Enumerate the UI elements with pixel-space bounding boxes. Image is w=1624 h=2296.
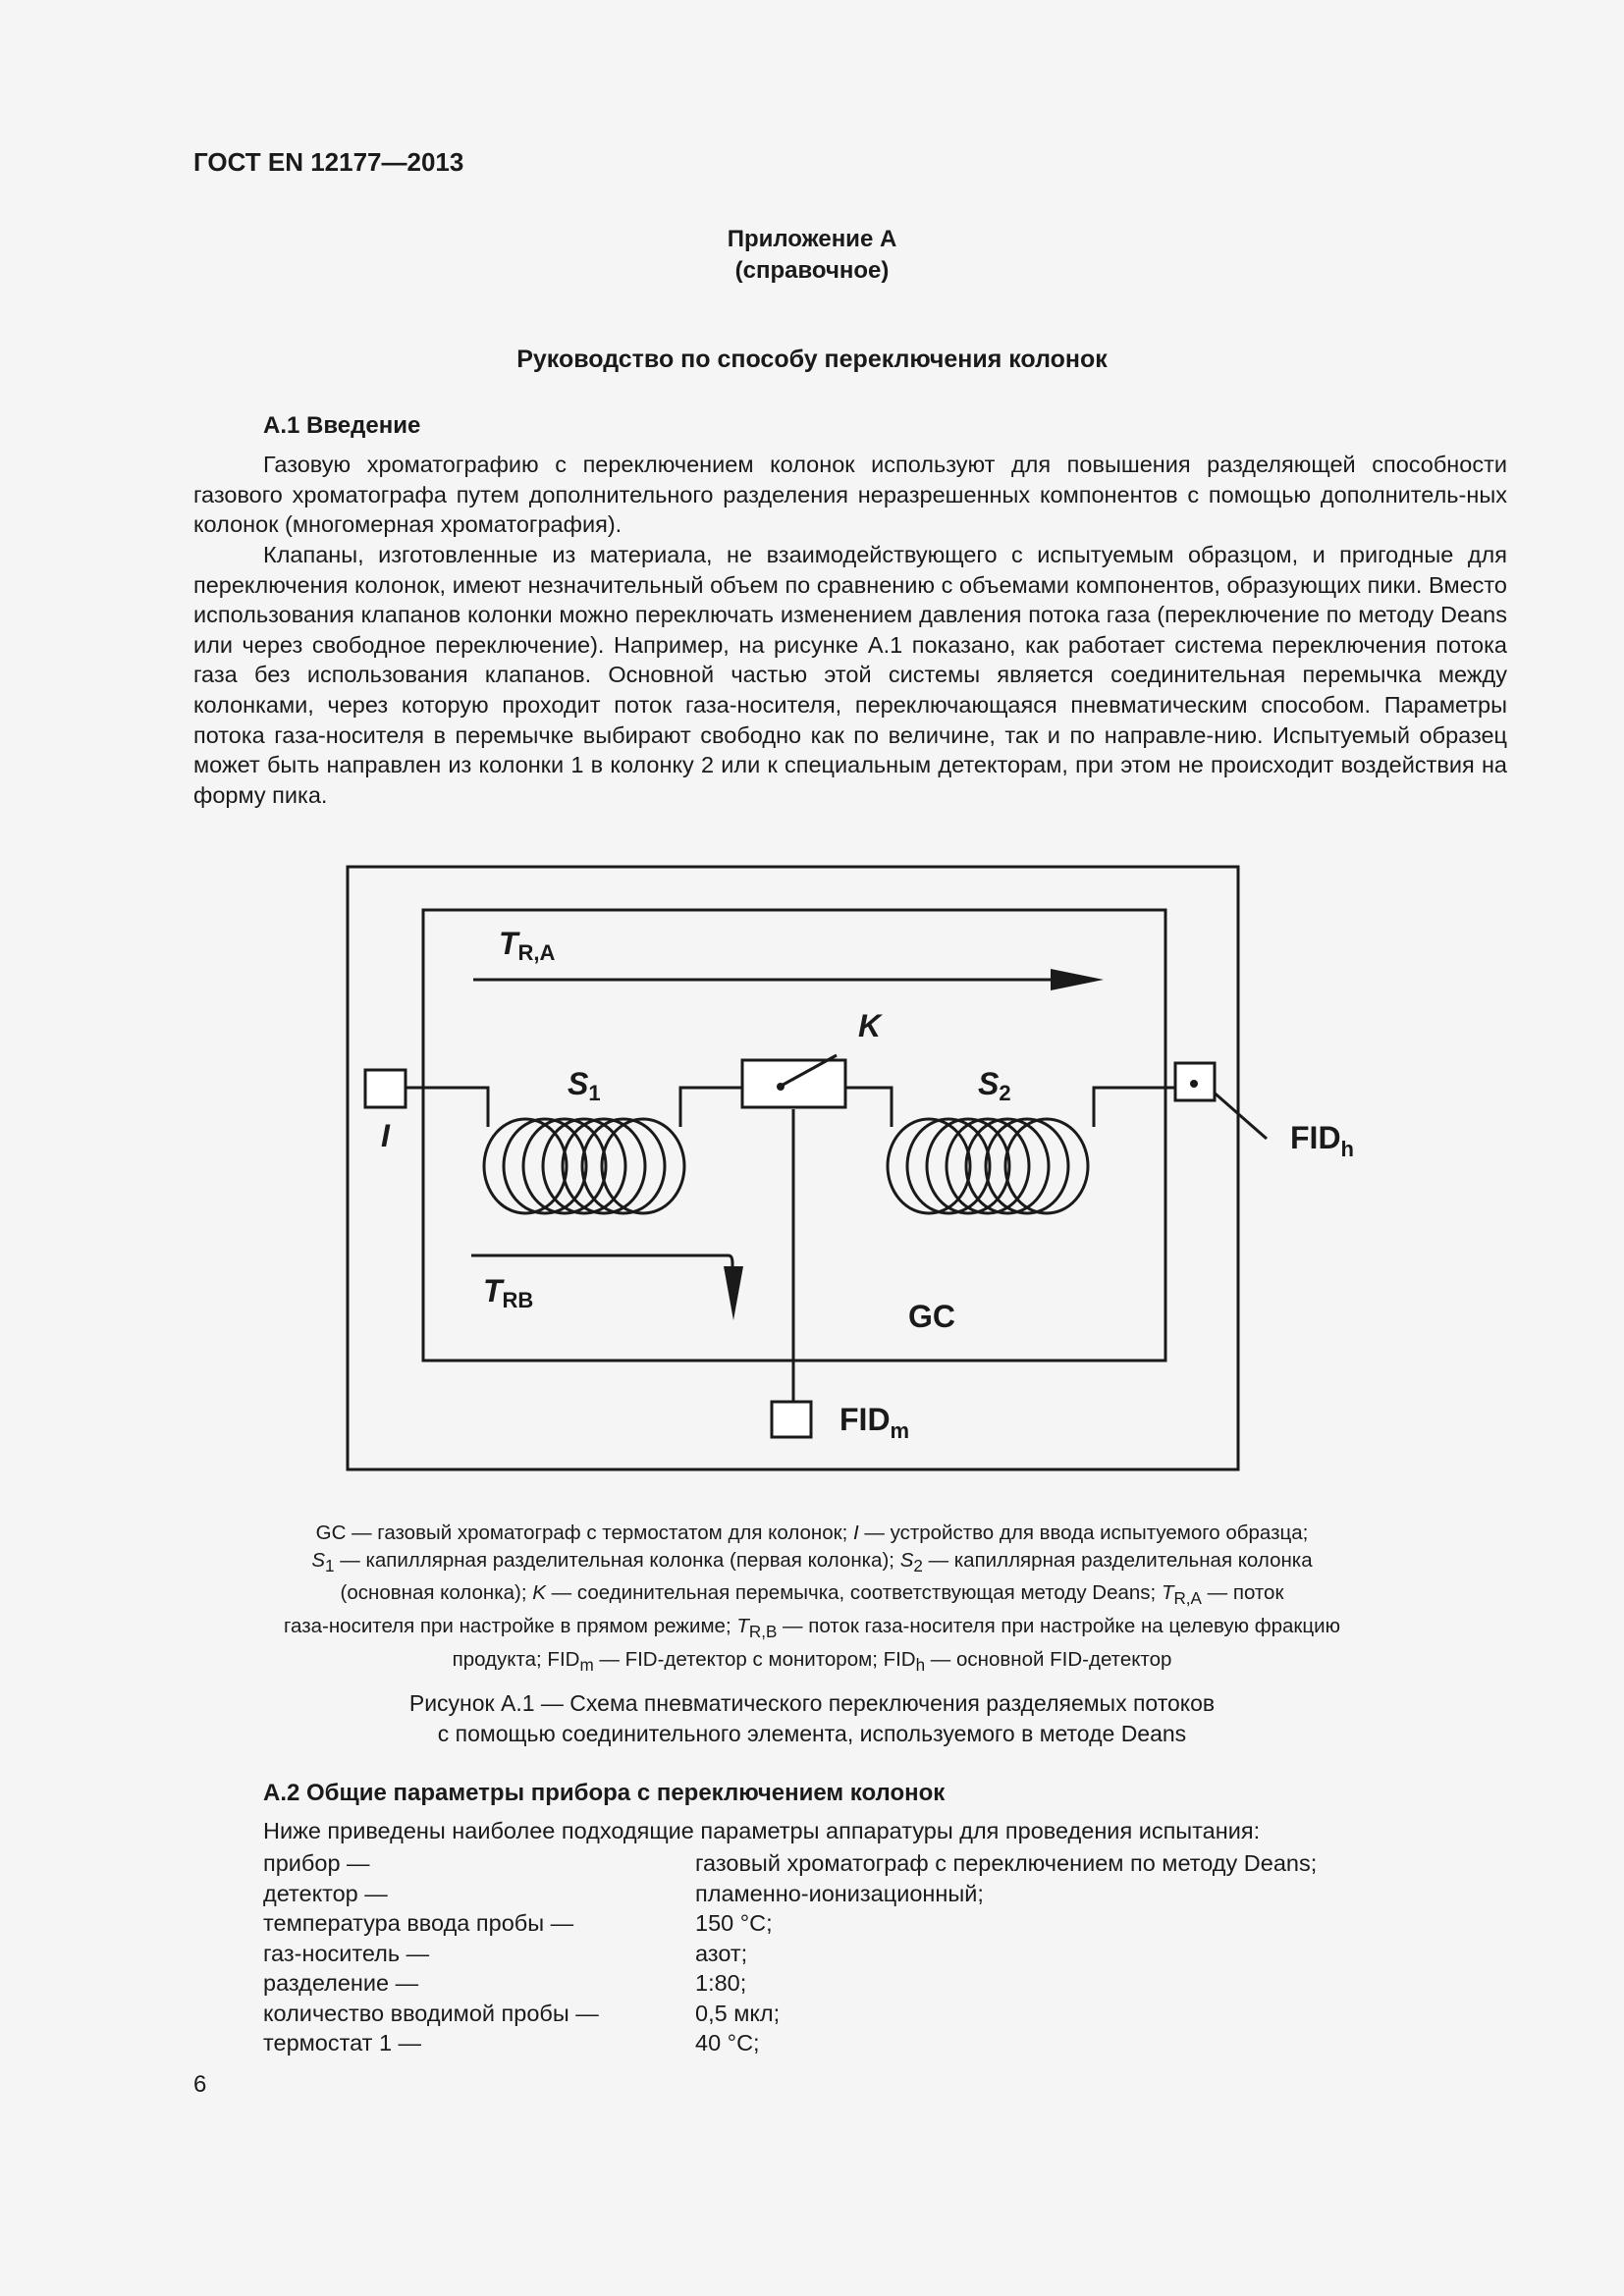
tra-flow-arrow [473, 969, 1104, 990]
column-s1-coil [484, 1119, 684, 1213]
gc-label: GC [908, 1299, 955, 1334]
a1-heading: А.1 Введение [263, 412, 421, 439]
a1-paragraph-1: Газовую хроматографию с переключением колонок используют для повышения разделяющей способности газового хроматографа путем дополнительного разделения неразрешенных компонентов с помощью дополнитель-ных колонок (многомерная хроматография). [193, 452, 1507, 538]
param-row: прибор — газовый хроматограф с переключением по методу Deans; [263, 1850, 1318, 1876]
page-number: 6 [193, 2071, 207, 2098]
annex-subtitle: (справочное) [734, 257, 890, 284]
a2-intro: Ниже приведены наиболее подходящие параметры аппаратуры для проведения испытания: [263, 1818, 1261, 1843]
caption-line-2: с помощью соединительного элемента, используемого в методе Deans [437, 1721, 1187, 1746]
trb-label: TRB [483, 1273, 534, 1312]
annex-title: Приложение А [727, 226, 897, 252]
param-row: разделение — 1:80; [263, 1970, 747, 1996]
fid-m-detector [772, 1402, 811, 1437]
legend-line-5: продукта; $FID_m$ — FID-детектор с монитором; $FID_h$ — основной FID-детектор [452, 1647, 1172, 1675]
param-row: детектор — пламенно-ионизационный; [263, 1880, 984, 1906]
legend-line-4: газа-носителя при настройке в прямом режиме; $T_{R,B}$ — поток газа-носителя при настройке на целевую фракцию [284, 1614, 1340, 1642]
tra-label: TR,A [499, 926, 556, 965]
param-row: температура ввода пробы — 150 °С; [263, 1910, 773, 1936]
column-s2-label: S2 [978, 1066, 1011, 1105]
fid-h-detector [1175, 1063, 1215, 1100]
section-title: Руководство по способу переключения колонок [516, 346, 1108, 373]
caption-line-1: Рисунок А.1 — Схема пневматического переключения разделяемых потоков [408, 1690, 1216, 1716]
figure-legend [0, 1520, 1624, 1679]
injector-label: I [381, 1118, 390, 1153]
param-row: термостат 1 — 40 °С; [263, 2030, 760, 2056]
document-header: ГОСТ EN 12177—2013 [193, 147, 464, 177]
deans-switch-k [742, 1055, 845, 1107]
a2-parameter-list [263, 1848, 1317, 2058]
legend-line-3: (основная колонка); K — соединительная перемычка, соответствующая методу Deans; $T_{R,A}$ — поток [340, 1581, 1284, 1609]
a2-heading: А.2 Общие параметры прибора с переключением колонок [263, 1780, 946, 1806]
legend-line-1: GC — газовый хроматограф с термостатом для колонок; I — устройство для ввода испытуемого образца; [315, 1522, 1309, 1544]
legend-line-2: $S_1$ — капиллярная разделительная колонка (первая колонка); $S_2$ — капиллярная разделительная колонка [311, 1548, 1313, 1575]
injector-box [365, 1070, 406, 1107]
column-s2-coil [888, 1119, 1088, 1213]
param-row: количество вводимой пробы — 0,5 мкл; [263, 2000, 781, 2026]
deans-switch-label: K [858, 1008, 882, 1043]
figure-caption [0, 1688, 1624, 1749]
a1-paragraph-2: Клапаны, изготовленные из материала, не взаимодействующего с испытуемым образцом, и пригодные для переключения колонок, имеют незначительный объем по сравнению с объемами компонентов, образующих пики. Вместо использования клапанов колонки можно переключать изменением давления потока газа (переключение по методу Deans или через свободное переключение). Например, на рисунке А.1 показано, как работает система переключения потока газа без использования клапанов. Основной частью этой системы является соединительная перемычка между колонками, через которую проходит поток газа-носителя, переключающаяся пневматическим способом. Параметры потока газа-носителя в перемычке выбирают свободно как по величине, так и по направле-нию. Испытуемый образец может быть направлен из колонки 1 в колонку 2 или к специальным детекторам, при этом не происходит воздействия на форму пика. [193, 542, 1507, 808]
param-row: газ-носитель — азот; [263, 1940, 748, 1966]
fid-h-label: $FID_h$ [1290, 1120, 1354, 1161]
fid-m-label: $FID_m$ [839, 1402, 910, 1443]
column-s1-label: S1 [568, 1066, 601, 1105]
